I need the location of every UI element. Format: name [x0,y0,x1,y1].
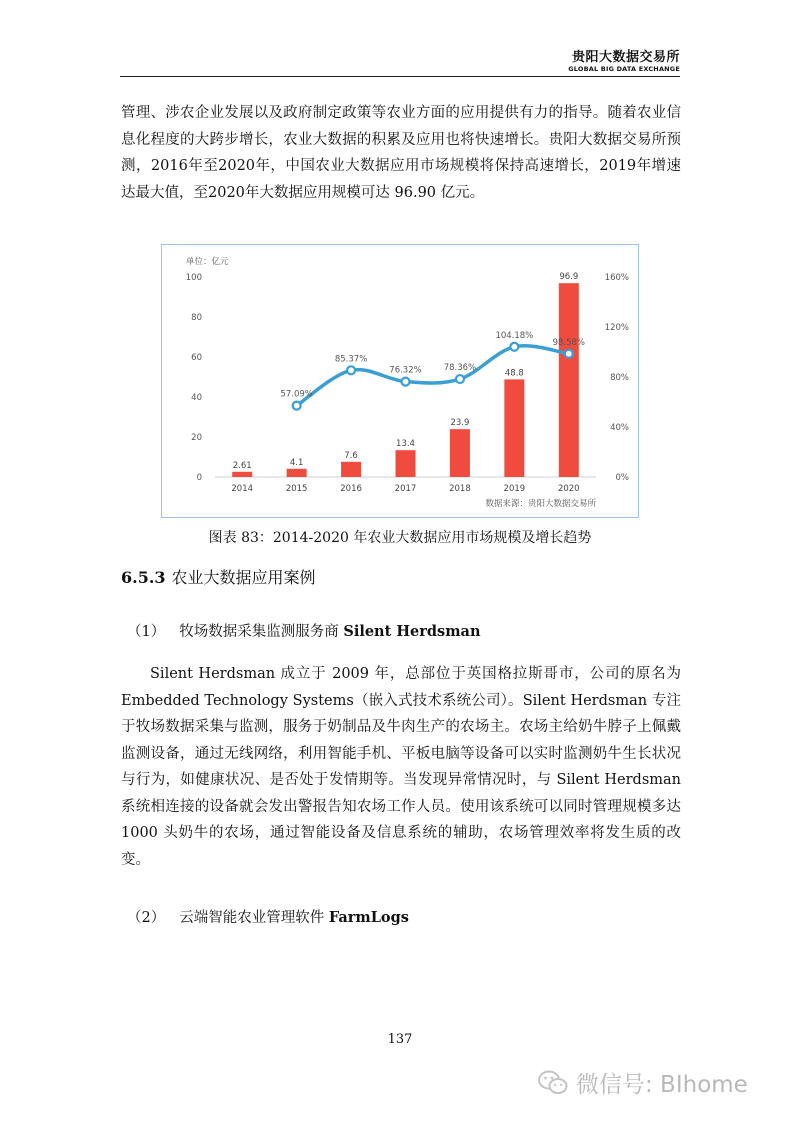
header-brand [568,50,680,74]
bar-label: 2.61 [232,460,252,471]
growth-point-2017 [402,378,410,386]
watermark-text: 微信号: BIhome [576,1072,748,1098]
x-tick-label: 2015 [285,484,308,494]
bar-label: 23.9 [450,418,470,429]
growth-label: 76.32% [389,365,422,376]
y2-tick-label: 160% [604,273,629,283]
wechat-watermark [538,1066,748,1099]
bar-2016 [341,462,361,477]
growth-label: 98.58% [552,337,585,348]
market-chart-frame [161,244,639,518]
growth-point-2018 [456,375,464,383]
section-title: 农业大数据应用案例 [171,568,316,587]
y-tick-label: 100 [185,273,202,283]
bar-2014 [232,472,252,477]
case1-title-en: Silent Herdsman [343,623,481,640]
bar-2015 [287,469,307,477]
figure-caption: 图表 83：2014-2020 年农业大数据应用市场规模及增长趋势 [208,530,592,546]
x-tick-label: 2020 [557,484,580,494]
intro-paragraph: 管理、涉农企业发展以及政府制定政策等农业方面的应用提供有力的指导。随着农业信息化程度的大跨步增长，农业大数据的积累及应用也将快速增长。贵阳大数据交易所预测，2016年至2020年，中国农业大数据应用市场规模将保持高速增长，2019年增速达最大值，至2020年大数据应用规模可达 96.90 亿元。 [121,105,681,201]
case1-paragraph: Silent Herdsman 成立于 2009 年，总部位于英国格拉斯哥市，公司的原名为 Embedded Technology Systems（嵌入式技术系统公司）。Silent Herdsman 专注于牧场数据采集与监测，服务于奶制品及牛肉生产的农场主。农场主给奶牛脖子上佩戴监测设备，通过无线网络，利用智能手机、平板电脑等设备可以实时监测奶牛生长状况与行为，如健康状况、是否处于发情期等。当发现异常情况时，与 Silent Herdsman 系统相连接的设备就会发出警报告知农场工作人员。使用该系统可以同时管理规模多达 1000 头奶牛的农场，通过智能设备及信息系统的辅助，农场管理效率将发生质的改变。 [121,666,681,868]
x-tick-label: 2014 [231,484,254,494]
bar-label: 4.1 [289,457,304,468]
bar-label: 7.6 [344,450,358,461]
wechat-icon [538,1070,568,1096]
case2-heading [127,906,409,927]
case1-title-cn: 牧场数据采集监测服务商 [179,624,339,640]
growth-point-2020 [565,350,573,358]
y-tick-label: 40 [191,393,202,403]
bar-2018 [450,429,470,477]
x-tick-label: 2016 [340,484,362,494]
y2-tick-label: 80% [610,373,629,383]
case2-title-cn: 云端智能农业管理软件 [179,910,325,926]
growth-point-2015 [293,402,301,410]
brand-name-en: GLOBAL BIG DATA EXCHANGE [568,65,680,73]
case2-title-en: FarmLogs [328,909,409,926]
growth-point-2016 [347,366,355,374]
y-tick-label: 60 [191,353,202,363]
x-tick-label: 2017 [394,484,417,494]
case1-index: （1） [127,624,166,640]
growth-label: 57.09% [280,389,313,400]
case2-index: （2） [127,910,166,926]
bar-label: 13.4 [396,439,415,450]
market-chart [162,245,637,516]
brand-name-cn: 贵阳大数据交易所 [571,50,680,65]
bar-label: 48.8 [504,368,524,379]
bar-2017 [396,450,416,477]
case1-heading [127,620,481,641]
x-tick-label: 2018 [449,484,471,494]
y-tick-label: 20 [191,433,202,443]
section-heading [121,565,316,588]
unit-label: 单位：亿元 [186,257,229,267]
growth-point-2019 [510,343,518,351]
growth-label: 85.37% [334,354,368,365]
y-tick-label: 80 [191,313,202,323]
source-label: 数据来源：贵阳大数据交易所 [485,499,596,509]
y2-tick-label: 0% [615,473,629,483]
page-number: 137 [387,1032,413,1047]
y2-tick-label: 120% [604,323,629,333]
header-divider [120,76,680,77]
y2-tick-label: 40% [610,423,629,433]
bar-2019 [504,379,524,477]
x-tick-label: 2019 [503,484,526,494]
bar-2020 [559,283,579,477]
section-number: 6.5.3 [121,568,166,587]
bar-label: 96.9 [559,272,579,283]
growth-label: 78.36% [443,363,477,374]
growth-label: 104.18% [495,330,534,341]
y-tick-label: 0 [196,473,202,483]
